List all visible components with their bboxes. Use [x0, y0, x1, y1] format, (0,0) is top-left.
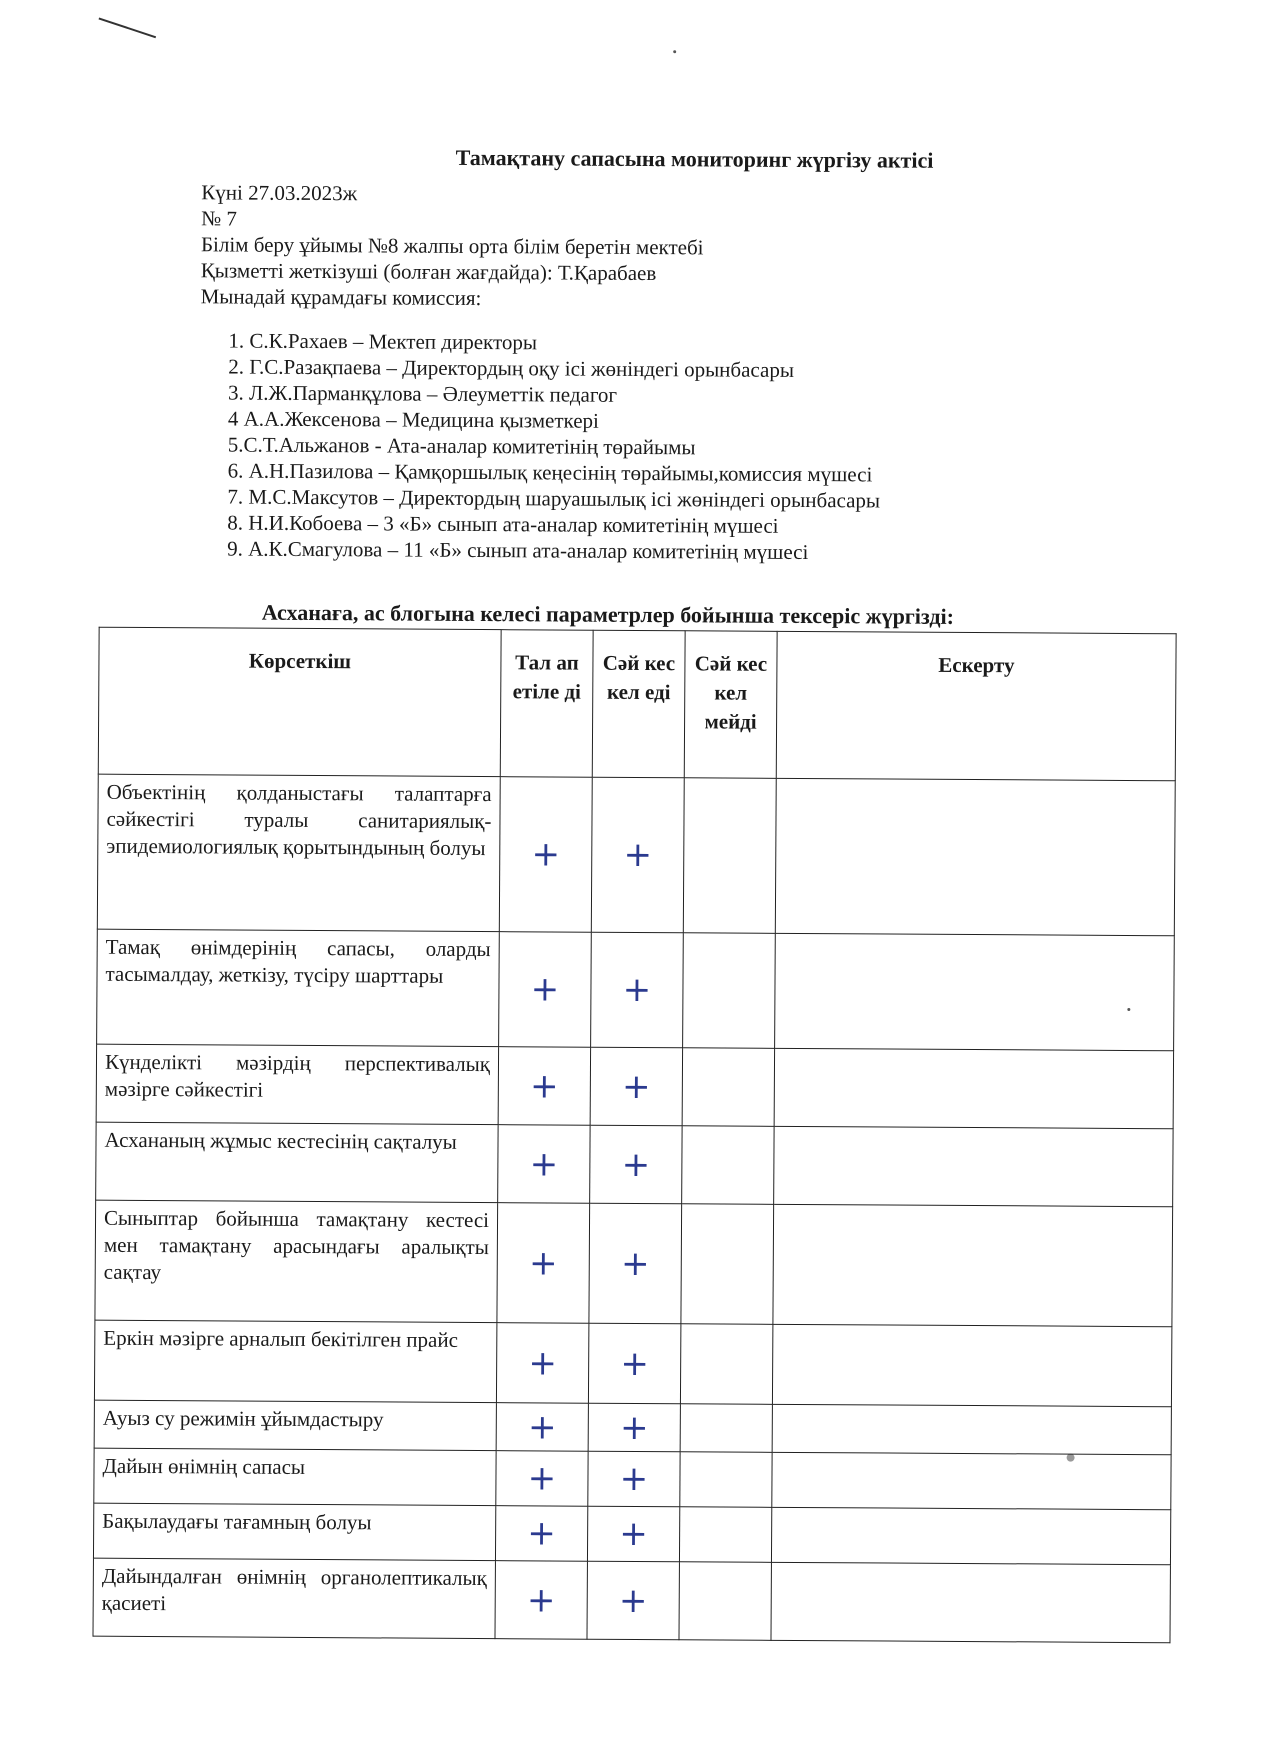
check-mark: + — [529, 1065, 559, 1107]
required-cell — [496, 1323, 588, 1404]
header-indicator: Көрсеткіш — [98, 627, 501, 776]
table-row — [97, 774, 1175, 936]
indicator-cell: Сыныптар бойынша тамақтану кестесі мен тамақтану арасындағы аралықты сақтау — [95, 1200, 498, 1322]
table-row — [96, 1044, 1173, 1129]
required-cell — [496, 1451, 588, 1507]
number-line: № 7 — [201, 206, 238, 231]
not-compliant-cell — [679, 1562, 771, 1641]
document-title: Тамақтану сапасына мониторинг жүргізу актісі — [455, 144, 934, 173]
compliant-cell — [588, 1403, 680, 1452]
compliant-cell — [590, 1125, 682, 1204]
check-mark: + — [618, 1580, 648, 1621]
not-compliant-cell — [680, 1452, 772, 1508]
commission-members-list — [227, 327, 881, 565]
table-row — [94, 1320, 1171, 1407]
compliant-cell — [588, 1451, 680, 1507]
compliant-cell — [591, 777, 684, 933]
table-row — [94, 1448, 1171, 1510]
table-intro: Асханаға, ас блогына келесі параметрлер бойынша тексеріс жүргізді: — [261, 599, 955, 629]
check-mark: + — [527, 1406, 557, 1447]
header-not-compliant: Сәй кес кел мейді — [684, 631, 777, 779]
table-row — [96, 1122, 1173, 1207]
note-cell — [772, 1404, 1171, 1454]
organization-line: Білім беру ұйымы №8 жалпы орта білім беретін мектебі — [200, 232, 704, 260]
not-compliant-cell — [683, 933, 776, 1049]
commission-member: 9. А.К.Смагулова – 11 «Б» сынып ата-аналар комитетінің мүшесі — [227, 536, 809, 565]
not-compliant-cell — [682, 1126, 774, 1205]
indicator-cell: Бақылаудағы тағамның болуы — [93, 1503, 495, 1560]
note-cell — [774, 1126, 1173, 1206]
indicator-cell: Еркін мәзірге арналып бекітілген прайс — [94, 1320, 496, 1402]
required-cell — [498, 1125, 590, 1204]
document-info — [201, 179, 704, 312]
note-cell — [771, 1562, 1170, 1642]
required-cell — [495, 1506, 587, 1562]
note-cell — [775, 778, 1175, 935]
table-row — [97, 929, 1175, 1051]
commission-member: 3. Л.Ж.Парманқұлова – Әлеуметтік педагог — [228, 380, 618, 407]
table-row — [95, 1200, 1173, 1327]
note-cell — [775, 933, 1175, 1050]
note-cell — [771, 1507, 1170, 1564]
required-cell — [498, 1047, 590, 1126]
provider-line: Қызметті жеткізуші (болған жағдайда): Т.Қарабаев — [200, 258, 657, 286]
note-cell — [772, 1324, 1171, 1406]
check-mark: + — [528, 1242, 558, 1284]
not-compliant-cell — [680, 1324, 772, 1405]
commission-intro: Мынадай құрамдағы комиссия: — [200, 284, 482, 311]
check-mark: + — [527, 1458, 557, 1499]
required-cell — [499, 932, 592, 1048]
indicator-cell: Тамақ өнімдерінің сапасы, оларды тасымалдау, жеткізу, түсіру шарттары — [97, 929, 500, 1046]
indicator-cell: Объектінің қолданыстағы талаптарға сәйкестігі туралы санитариялық-эпидемиологиялық қорытындының болуы — [97, 774, 500, 931]
indicator-cell: Дайын өнімнің сапасы — [94, 1448, 496, 1505]
check-mark: + — [526, 1579, 556, 1620]
required-cell — [497, 1203, 590, 1324]
table-header-row — [98, 627, 1176, 781]
required-cell — [499, 777, 592, 933]
table-row — [93, 1503, 1170, 1565]
commission-member: 2. Г.С.Разақпаева – Директордың оқу ісі жөніндегі орынбасары — [228, 354, 795, 382]
table-row — [93, 1558, 1170, 1643]
commission-member: 1. С.К.Рахаев – Мектеп директоры — [228, 328, 538, 355]
check-mark: + — [621, 1066, 651, 1107]
compliant-cell — [587, 1561, 679, 1640]
required-cell — [496, 1403, 588, 1452]
scan-dot — [673, 50, 676, 53]
check-mark: + — [529, 1143, 559, 1185]
check-mark: + — [619, 1458, 649, 1500]
note-cell — [774, 1048, 1173, 1128]
compliant-cell — [590, 1047, 682, 1126]
indicator-cell: Дайындалған өнімнің органолептикалық қасиеті — [93, 1558, 495, 1638]
check-mark: + — [623, 834, 653, 876]
scan-mark — [99, 17, 157, 38]
note-cell — [773, 1204, 1173, 1326]
commission-member: 8. Н.И.Кобоева – 3 «Б» сынып ата-аналар комитетінің мүшесі — [227, 510, 779, 538]
compliant-cell — [589, 1203, 682, 1324]
date-line: Күні 27.03.2023ж — [201, 180, 358, 206]
compliant-cell — [591, 932, 684, 1048]
check-mark: + — [530, 969, 560, 1010]
check-mark: + — [619, 1407, 649, 1448]
indicator-cell: Асхананың жұмыс кестесінің сақталуы — [96, 1122, 498, 1202]
compliant-cell — [587, 1506, 679, 1562]
table-row — [94, 1400, 1171, 1455]
check-mark: + — [527, 1513, 557, 1554]
header-required: Тал ап етіле ді — [500, 630, 593, 778]
indicator-cell: Күнделікті мәзірдің перспективалық мәзірге сәйкестігі — [96, 1044, 498, 1124]
not-compliant-cell — [682, 1048, 774, 1127]
check-mark: + — [619, 1513, 648, 1555]
note-cell — [772, 1452, 1171, 1509]
not-compliant-cell — [679, 1507, 771, 1563]
check-mark: + — [620, 1343, 650, 1384]
check-mark: + — [621, 1144, 651, 1185]
inspection-table — [92, 627, 1176, 1644]
header-note: Ескерту — [776, 631, 1176, 780]
required-cell — [495, 1561, 587, 1640]
check-mark: + — [620, 1243, 650, 1284]
not-compliant-cell — [683, 778, 776, 934]
commission-member: 7. М.С.Максутов – Директордың шаруашылық ісі жөніндегі орынбасары — [227, 484, 881, 513]
compliant-cell — [588, 1323, 680, 1404]
commission-member: 4 А.А.Жексенова – Медицина қызметкері — [227, 406, 600, 433]
commission-member: 5.С.Т.Альжанов - Ата-аналар комитетінің төрайымы — [227, 432, 696, 460]
check-mark: + — [528, 1342, 558, 1384]
commission-member: 6. А.Н.Пазилова – Қамқоршылық кеңесінің төрайымы,комиссия мүшесі — [227, 458, 873, 487]
header-compliant: Сәй кес кел еді — [592, 630, 685, 778]
check-mark: + — [622, 969, 652, 1011]
indicator-cell: Ауыз су режимін ұйымдастыру — [94, 1400, 496, 1450]
not-compliant-cell — [680, 1404, 772, 1453]
check-mark: + — [531, 834, 561, 875]
not-compliant-cell — [681, 1204, 774, 1325]
